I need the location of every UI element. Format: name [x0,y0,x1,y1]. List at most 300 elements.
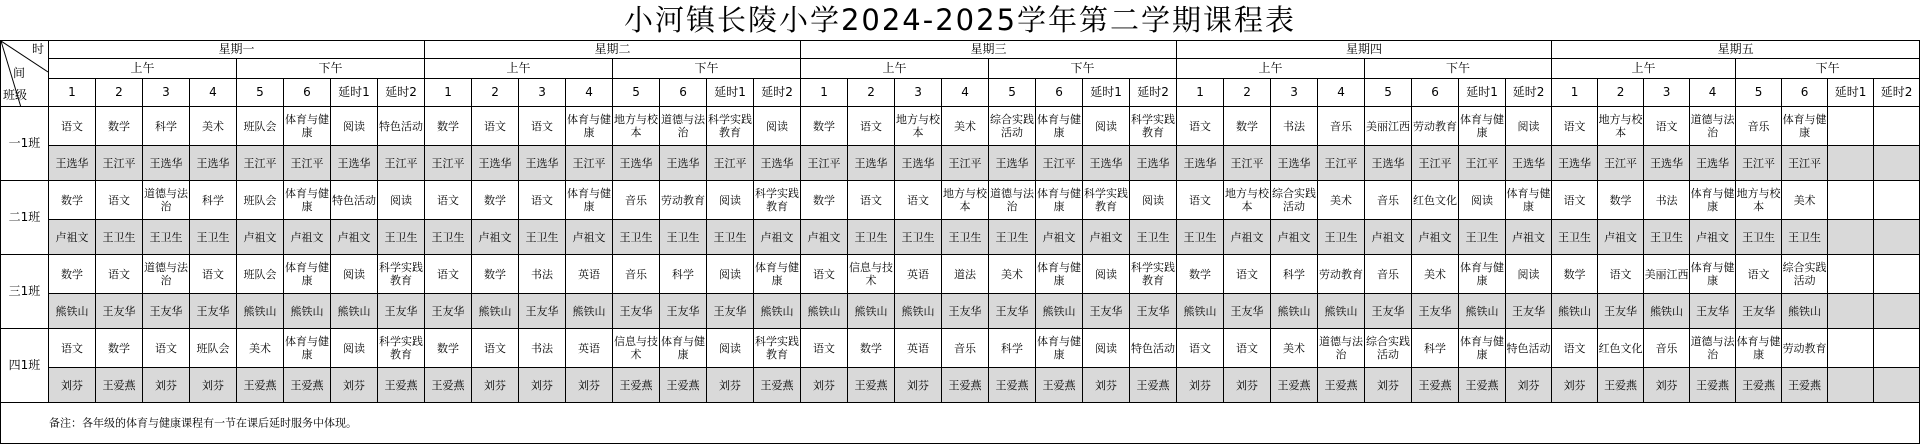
teacher-cell: 卢祖文 [472,220,519,255]
teacher-cell: 刘芬 [49,368,96,403]
teacher-cell: 刘芬 [801,368,848,403]
subject-cell: 科学 [989,329,1036,368]
subject-cell: 语文 [895,181,942,220]
subject-cell: 语文 [190,255,237,294]
teacher-cell: 王爱燕 [237,368,284,403]
period-header: 延时2 [1874,79,1920,107]
teacher-cell: 王选华 [49,146,96,181]
teacher-cell: 王爱燕 [425,368,472,403]
period-header: 2 [96,79,143,107]
period-header: 6 [1412,79,1459,107]
teacher-cell: 王友华 [1598,294,1644,329]
subject-cell: 阅读 [331,255,378,294]
subject-cell: 阅读 [331,329,378,368]
period-header: 3 [519,79,566,107]
day-header: 星期一 [49,41,425,59]
teacher-cell: 王选华 [1690,146,1736,181]
subject-cell: 语文 [1552,329,1598,368]
teacher-cell: 刘芬 [1365,368,1412,403]
teacher-cell: 卢祖文 [1271,220,1318,255]
period-header: 2 [472,79,519,107]
teacher-cell: 王友华 [425,294,472,329]
subject-cell: 语文 [425,181,472,220]
teacher-cell: 王友华 [1224,294,1271,329]
subject-cell: 体育与健康 [1736,329,1782,368]
subject-cell: 阅读 [1506,107,1552,146]
morning-header: 上午 [1177,59,1365,79]
subject-cell: 英语 [566,255,613,294]
teacher-cell: 王友华 [1083,294,1130,329]
teacher-cell: 卢祖文 [1598,220,1644,255]
period-header: 6 [660,79,707,107]
teacher-cell: 熊铁山 [284,294,331,329]
morning-header: 上午 [1552,59,1736,79]
teacher-cell: 王卫生 [1130,220,1177,255]
teacher-cell: 王选华 [1083,146,1130,181]
subject-cell: 数学 [801,107,848,146]
teacher-cell: 王卫生 [660,220,707,255]
teacher-cell [1828,220,1874,255]
teacher-cell: 王卫生 [190,220,237,255]
teacher-cell: 熊铁山 [49,294,96,329]
teacher-cell: 王江平 [425,146,472,181]
teacher-cell: 王江平 [1459,146,1506,181]
period-header: 6 [1782,79,1828,107]
subject-cell: 体育与健康 [1690,181,1736,220]
subject-cell: 体育与健康 [566,181,613,220]
period-header: 延时2 [378,79,425,107]
subject-cell [1874,107,1920,146]
teacher-cell: 熊铁山 [754,294,801,329]
teacher-cell [1874,220,1920,255]
teacher-cell: 卢祖文 [1506,220,1552,255]
subject-cell: 劳动教育 [660,181,707,220]
subject-cell: 数学 [848,329,895,368]
timetable [0,40,1920,444]
subject-cell [1828,255,1874,294]
morning-header: 上午 [49,59,237,79]
subject-cell: 体育与健康 [660,329,707,368]
teacher-cell: 王江平 [96,146,143,181]
teacher-cell [1874,294,1920,329]
subject-cell: 美术 [942,107,989,146]
subject-cell: 语文 [848,181,895,220]
teacher-cell: 王友华 [96,294,143,329]
subject-cell [1828,329,1874,368]
subject-cell: 语文 [96,181,143,220]
teacher-cell: 王卫生 [1782,220,1828,255]
subject-cell: 阅读 [1130,181,1177,220]
teacher-cell: 王爱燕 [1271,368,1318,403]
subject-row [1,181,1920,220]
class-name: 一1班 [1,107,49,181]
teacher-cell: 王爱燕 [1690,368,1736,403]
subject-cell [1874,329,1920,368]
subject-cell: 道德与法治 [1690,107,1736,146]
teacher-cell: 王卫生 [895,220,942,255]
subject-cell: 特色活动 [378,107,425,146]
subject-cell: 阅读 [707,181,754,220]
subject-cell [1874,255,1920,294]
half-day-header-row [1,59,1920,79]
period-header: 延时2 [1130,79,1177,107]
subject-cell: 特色活动 [331,181,378,220]
subject-cell: 数学 [425,107,472,146]
subject-cell: 道德与法治 [660,107,707,146]
teacher-cell: 王爱燕 [96,368,143,403]
teacher-cell: 王爱燕 [1459,368,1506,403]
period-header: 4 [942,79,989,107]
teacher-cell: 王江平 [237,146,284,181]
teacher-cell: 王选华 [1271,146,1318,181]
period-header: 4 [190,79,237,107]
subject-cell: 语文 [472,329,519,368]
subject-cell: 数学 [1224,107,1271,146]
subject-cell: 红色文化 [1598,329,1644,368]
subject-row [1,107,1920,146]
teacher-cell: 卢祖文 [566,220,613,255]
subject-cell: 科学 [1271,255,1318,294]
period-header: 延时1 [1459,79,1506,107]
teacher-cell: 王爱燕 [1736,368,1782,403]
teacher-cell: 王选华 [848,146,895,181]
day-header-row [1,41,1920,59]
teacher-cell: 王卫生 [1644,220,1690,255]
teacher-cell: 熊铁山 [895,294,942,329]
period-header: 延时1 [1083,79,1130,107]
teacher-cell: 王卫生 [96,220,143,255]
subject-cell: 书法 [1644,181,1690,220]
teacher-cell: 王卫生 [519,220,566,255]
teacher-cell: 熊铁山 [848,294,895,329]
teacher-cell: 王选华 [519,146,566,181]
subject-cell: 阅读 [331,107,378,146]
subject-cell: 体育与健康 [1459,329,1506,368]
subject-cell: 美术 [237,329,284,368]
teacher-cell: 刘芬 [143,368,190,403]
subject-cell: 道德与法治 [989,181,1036,220]
subject-row [1,255,1920,294]
subject-cell: 数学 [472,181,519,220]
period-header: 3 [143,79,190,107]
subject-cell: 书法 [519,255,566,294]
period-header: 4 [1318,79,1365,107]
teacher-row [1,220,1920,255]
subject-cell: 语文 [848,107,895,146]
subject-cell: 美术 [1318,181,1365,220]
teacher-cell: 王江平 [1224,146,1271,181]
period-header: 延时2 [1506,79,1552,107]
teacher-cell: 王爱燕 [1318,368,1365,403]
subject-cell: 语文 [143,329,190,368]
teacher-cell: 王友华 [1365,294,1412,329]
teacher-cell: 王卫生 [425,220,472,255]
period-header: 5 [1736,79,1782,107]
teacher-cell: 刘芬 [895,368,942,403]
subject-cell: 美术 [1271,329,1318,368]
teacher-cell [1828,368,1874,403]
teacher-cell: 王江平 [1736,146,1782,181]
subject-cell: 音乐 [1736,107,1782,146]
subject-cell: 美术 [1782,181,1828,220]
subject-cell: 语文 [1177,107,1224,146]
teacher-cell: 卢祖文 [237,220,284,255]
subject-cell: 体育与健康 [1036,329,1083,368]
subject-cell [1828,107,1874,146]
teacher-cell: 王爱燕 [1412,368,1459,403]
subject-cell: 地方与校本 [942,181,989,220]
teacher-cell: 熊铁山 [331,294,378,329]
teacher-cell: 王卫生 [613,220,660,255]
teacher-cell: 刘芬 [1506,368,1552,403]
teacher-cell: 王卫生 [707,220,754,255]
subject-cell: 信息与技术 [613,329,660,368]
teacher-cell: 熊铁山 [801,294,848,329]
teacher-cell: 刘芬 [1177,368,1224,403]
teacher-cell: 王友华 [942,294,989,329]
teacher-cell: 王选华 [1644,146,1690,181]
teacher-cell [1828,146,1874,181]
teacher-cell: 王选华 [1506,146,1552,181]
subject-cell: 科学实践教育 [707,107,754,146]
period-header: 延时1 [707,79,754,107]
teacher-cell: 王爱燕 [848,368,895,403]
teacher-cell: 卢祖文 [1224,220,1271,255]
subject-cell: 数学 [1552,255,1598,294]
teacher-cell: 王友华 [707,294,754,329]
teacher-cell: 王友华 [1506,294,1552,329]
subject-cell: 音乐 [1644,329,1690,368]
subject-cell: 道法 [942,255,989,294]
teacher-cell: 王选华 [660,146,707,181]
teacher-cell: 熊铁山 [1552,294,1598,329]
teacher-cell: 王卫生 [1736,220,1782,255]
teacher-cell: 王江平 [1412,146,1459,181]
teacher-cell: 熊铁山 [1271,294,1318,329]
day-header: 星期四 [1177,41,1552,59]
teacher-cell: 王爱燕 [613,368,660,403]
morning-header: 上午 [801,59,989,79]
subject-cell: 语文 [1177,181,1224,220]
subject-cell: 信息与技术 [848,255,895,294]
period-header: 3 [1271,79,1318,107]
teacher-cell: 王江平 [566,146,613,181]
subject-cell: 美术 [190,107,237,146]
subject-cell: 科学实践教育 [1083,181,1130,220]
teacher-cell: 卢祖文 [331,220,378,255]
teacher-cell: 刘芬 [1644,368,1690,403]
corner-time-label: 时 [31,42,44,56]
day-header: 星期三 [801,41,1177,59]
teacher-cell: 王选华 [895,146,942,181]
subject-cell: 道德与法治 [1690,329,1736,368]
teacher-cell: 王爱燕 [378,368,425,403]
teacher-cell: 王卫生 [143,220,190,255]
subject-cell: 语文 [801,255,848,294]
subject-cell: 音乐 [613,181,660,220]
period-header: 5 [1365,79,1412,107]
subject-cell: 英语 [566,329,613,368]
teacher-row [1,294,1920,329]
teacher-cell: 熊铁山 [472,294,519,329]
teacher-cell: 王爱燕 [942,368,989,403]
subject-cell: 数学 [425,329,472,368]
subject-cell: 体育与健康 [284,181,331,220]
teacher-cell: 王江平 [801,146,848,181]
teacher-cell: 王爱燕 [1782,368,1828,403]
subject-cell: 科学 [143,107,190,146]
period-header: 2 [1598,79,1644,107]
class-name: 三1班 [1,255,49,329]
subject-cell: 阅读 [754,107,801,146]
period-header-row [1,79,1920,107]
subject-cell: 音乐 [1365,181,1412,220]
afternoon-header: 下午 [989,59,1177,79]
teacher-cell: 熊铁山 [1318,294,1365,329]
teacher-cell: 卢祖文 [754,220,801,255]
teacher-cell: 王江平 [707,146,754,181]
teacher-cell: 王卫生 [1318,220,1365,255]
period-header: 6 [1036,79,1083,107]
subject-cell: 地方与校本 [1736,181,1782,220]
subject-cell: 综合实践活动 [1271,181,1318,220]
teacher-cell: 刘芬 [1083,368,1130,403]
subject-cell: 科学实践教育 [1130,255,1177,294]
period-header: 2 [1224,79,1271,107]
subject-cell: 语文 [519,181,566,220]
teacher-cell: 卢祖文 [1365,220,1412,255]
subject-cell: 班队会 [237,181,284,220]
subject-cell: 班队会 [237,255,284,294]
teacher-cell: 王江平 [378,146,425,181]
subject-cell: 数学 [96,329,143,368]
teacher-cell: 王卫生 [848,220,895,255]
period-header: 3 [895,79,942,107]
teacher-cell: 王友华 [378,294,425,329]
teacher-cell: 王选华 [989,146,1036,181]
period-header: 1 [49,79,96,107]
subject-cell: 科学 [1412,329,1459,368]
teacher-cell: 王卫生 [1552,220,1598,255]
teacher-cell: 王江平 [1598,146,1644,181]
subject-cell: 阅读 [707,255,754,294]
teacher-cell: 王选华 [1552,146,1598,181]
teacher-cell: 刘芬 [707,368,754,403]
teacher-cell: 王友华 [190,294,237,329]
subject-cell: 科学 [190,181,237,220]
subject-cell: 语文 [1224,255,1271,294]
teacher-cell: 王江平 [1318,146,1365,181]
subject-cell: 体育与健康 [1782,107,1828,146]
teacher-cell: 王江平 [1782,146,1828,181]
teacher-cell: 王卫生 [989,220,1036,255]
teacher-cell: 刘芬 [190,368,237,403]
subject-row [1,329,1920,368]
class-name: 二1班 [1,181,49,255]
corner-cell [1,41,49,107]
teacher-cell: 卢祖文 [1690,220,1736,255]
teacher-cell: 王选华 [754,146,801,181]
teacher-row [1,146,1920,181]
subject-cell: 体育与健康 [284,107,331,146]
subject-cell: 语文 [1552,181,1598,220]
teacher-cell: 王选华 [190,146,237,181]
teacher-cell: 王爱燕 [284,368,331,403]
morning-header: 上午 [425,59,613,79]
subject-cell: 书法 [1271,107,1318,146]
subject-cell: 英语 [895,255,942,294]
teacher-cell: 王友华 [1130,294,1177,329]
subject-cell: 劳动教育 [1318,255,1365,294]
afternoon-header: 下午 [1365,59,1552,79]
subject-cell: 语文 [96,255,143,294]
period-header: 4 [566,79,613,107]
subject-cell: 美术 [1412,255,1459,294]
subject-cell: 道德与法治 [143,181,190,220]
period-header: 5 [613,79,660,107]
subject-cell: 音乐 [1318,107,1365,146]
teacher-row [1,368,1920,403]
corner-jian-label: 间 [13,66,26,80]
subject-cell: 数学 [801,181,848,220]
subject-cell: 语文 [801,329,848,368]
teacher-cell: 王友华 [613,294,660,329]
teacher-cell: 王卫生 [942,220,989,255]
teacher-cell: 王爱燕 [989,368,1036,403]
subject-cell [1828,181,1874,220]
teacher-cell: 王友华 [1690,294,1736,329]
subject-cell: 体育与健康 [1036,181,1083,220]
period-header: 5 [989,79,1036,107]
subject-cell: 体育与健康 [1459,255,1506,294]
subject-cell: 数学 [1177,255,1224,294]
teacher-cell: 王爱燕 [1130,368,1177,403]
teacher-cell: 王选华 [613,146,660,181]
period-header: 2 [848,79,895,107]
subject-cell: 美丽江西 [1365,107,1412,146]
subject-cell: 体育与健康 [1036,255,1083,294]
subject-cell: 语文 [1177,329,1224,368]
teacher-cell [1874,146,1920,181]
teacher-cell [1874,368,1920,403]
afternoon-header: 下午 [1736,59,1920,79]
subject-cell: 语文 [519,107,566,146]
afternoon-header: 下午 [237,59,425,79]
subject-cell: 阅读 [1459,181,1506,220]
subject-cell: 数学 [472,255,519,294]
subject-cell: 班队会 [190,329,237,368]
teacher-cell: 刘芬 [472,368,519,403]
subject-cell: 特色活动 [1130,329,1177,368]
period-header: 3 [1644,79,1690,107]
teacher-cell: 卢祖文 [801,220,848,255]
subject-cell: 美丽江西 [1644,255,1690,294]
class-name: 四1班 [1,329,49,403]
teacher-cell: 王选华 [472,146,519,181]
day-header: 星期五 [1552,41,1920,59]
teacher-cell: 王卫生 [1177,220,1224,255]
teacher-cell: 王江平 [284,146,331,181]
subject-cell: 数学 [1598,181,1644,220]
period-header: 延时2 [754,79,801,107]
subject-cell: 道德与法治 [143,255,190,294]
subject-cell: 语文 [1552,107,1598,146]
teacher-cell: 王友华 [1736,294,1782,329]
period-header: 4 [1690,79,1736,107]
subject-cell: 体育与健康 [284,255,331,294]
subject-cell: 阅读 [707,329,754,368]
subject-cell: 体育与健康 [284,329,331,368]
